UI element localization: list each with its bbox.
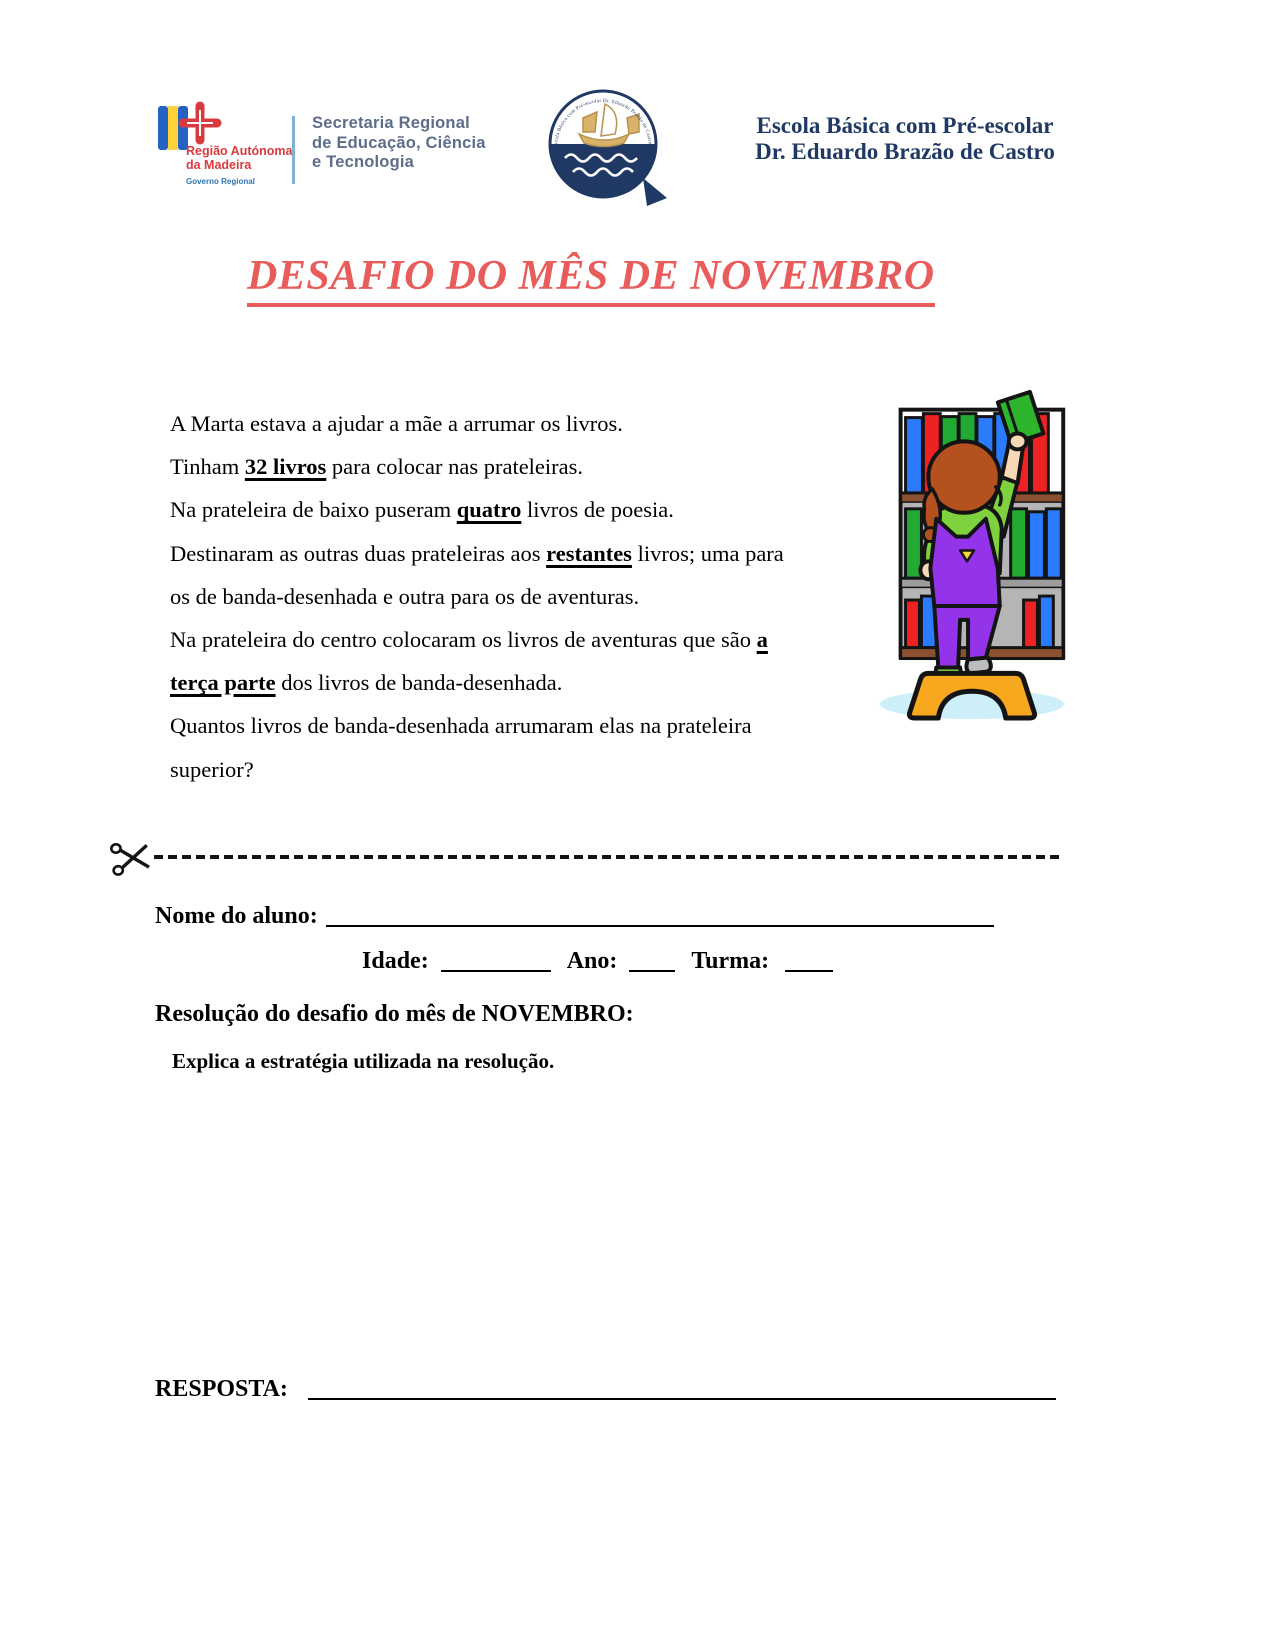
year-input-line[interactable] <box>629 946 675 972</box>
dashed-cut-rule <box>154 855 1059 859</box>
student-name-row <box>155 901 994 930</box>
year-label: Ano: <box>566 948 618 974</box>
age-year-class-row <box>362 946 833 975</box>
class-label: Turma: <box>691 948 770 974</box>
header-divider-line <box>292 116 295 184</box>
answer-row <box>155 1374 1056 1403</box>
girl-bookshelf-clipart <box>872 370 1072 722</box>
school-crest-icon <box>543 84 671 212</box>
resolution-heading: Resolução do desafio do mês de NOVEMBRO: <box>155 1001 634 1027</box>
answer-input-line[interactable] <box>308 1374 1056 1400</box>
problem-line-7: terça parte dos livros de banda-desenhada. <box>170 670 563 696</box>
secretaria-line2: de Educação, Ciência <box>312 133 486 152</box>
secretaria-regional-text <box>312 114 486 173</box>
school-logo-arc-text: Escola Básica com Pré-escolar Dr. Eduardo Brazão de Castro <box>553 98 652 149</box>
problem-line-8: Quantos livros de banda-desenhada arrumaram elas na prateleira <box>170 713 752 739</box>
school-name <box>735 113 1075 164</box>
school-logo <box>543 84 671 217</box>
page-title: DESAFIO DO MÊS DE NOVEMBRO <box>247 252 935 307</box>
problem-line-4: Destinaram as outras duas prateleiras aos restantes livros; uma para <box>170 540 784 566</box>
secretaria-line1: Secretaria Regional <box>312 114 470 132</box>
madeira-region-text-line2: da Madeira <box>186 158 252 172</box>
girl-bookshelf-illustration-icon <box>872 370 1072 722</box>
school-name-line1: Escola Básica com Pré-escolar <box>756 113 1054 138</box>
cut-here-line <box>110 838 1070 878</box>
age-label: Idade: <box>362 948 429 974</box>
madeira-region-text-line1: Região Autónoma <box>186 144 293 158</box>
student-name-label: Nome do aluno: <box>155 903 318 929</box>
madeira-governo-text: Governo Regional <box>186 177 255 186</box>
madeira-government-logo <box>156 100 306 195</box>
answer-label: RESPOSTA: <box>155 1376 288 1402</box>
school-name-line2: Dr. Eduardo Brazão de Castro <box>755 138 1055 164</box>
problem-line-3: Na prateleira de baixo puseram quatro livros de poesia. <box>170 497 674 523</box>
secretaria-line3: e Tecnologia <box>312 153 415 171</box>
age-input-line[interactable] <box>441 946 551 972</box>
strategy-instruction: Explica a estratégia utilizada na resolução. <box>172 1049 555 1073</box>
problem-statement <box>170 402 930 791</box>
class-input-line[interactable] <box>785 946 833 972</box>
student-name-input-line[interactable] <box>326 901 994 927</box>
scissors-icon <box>108 838 154 878</box>
problem-line-6: Na prateleira do centro colocaram os livros de aventuras que são a <box>170 627 768 653</box>
problem-line-2: Tinham 32 livros para colocar nas prateleiras. <box>170 454 584 480</box>
problem-line-9: superior? <box>170 756 254 782</box>
problem-line-1: A Marta estava a ajudar a mãe a arrumar os livros. <box>170 411 623 436</box>
problem-line-5: os de banda-desenhada e outra para os de aventuras. <box>170 583 640 609</box>
